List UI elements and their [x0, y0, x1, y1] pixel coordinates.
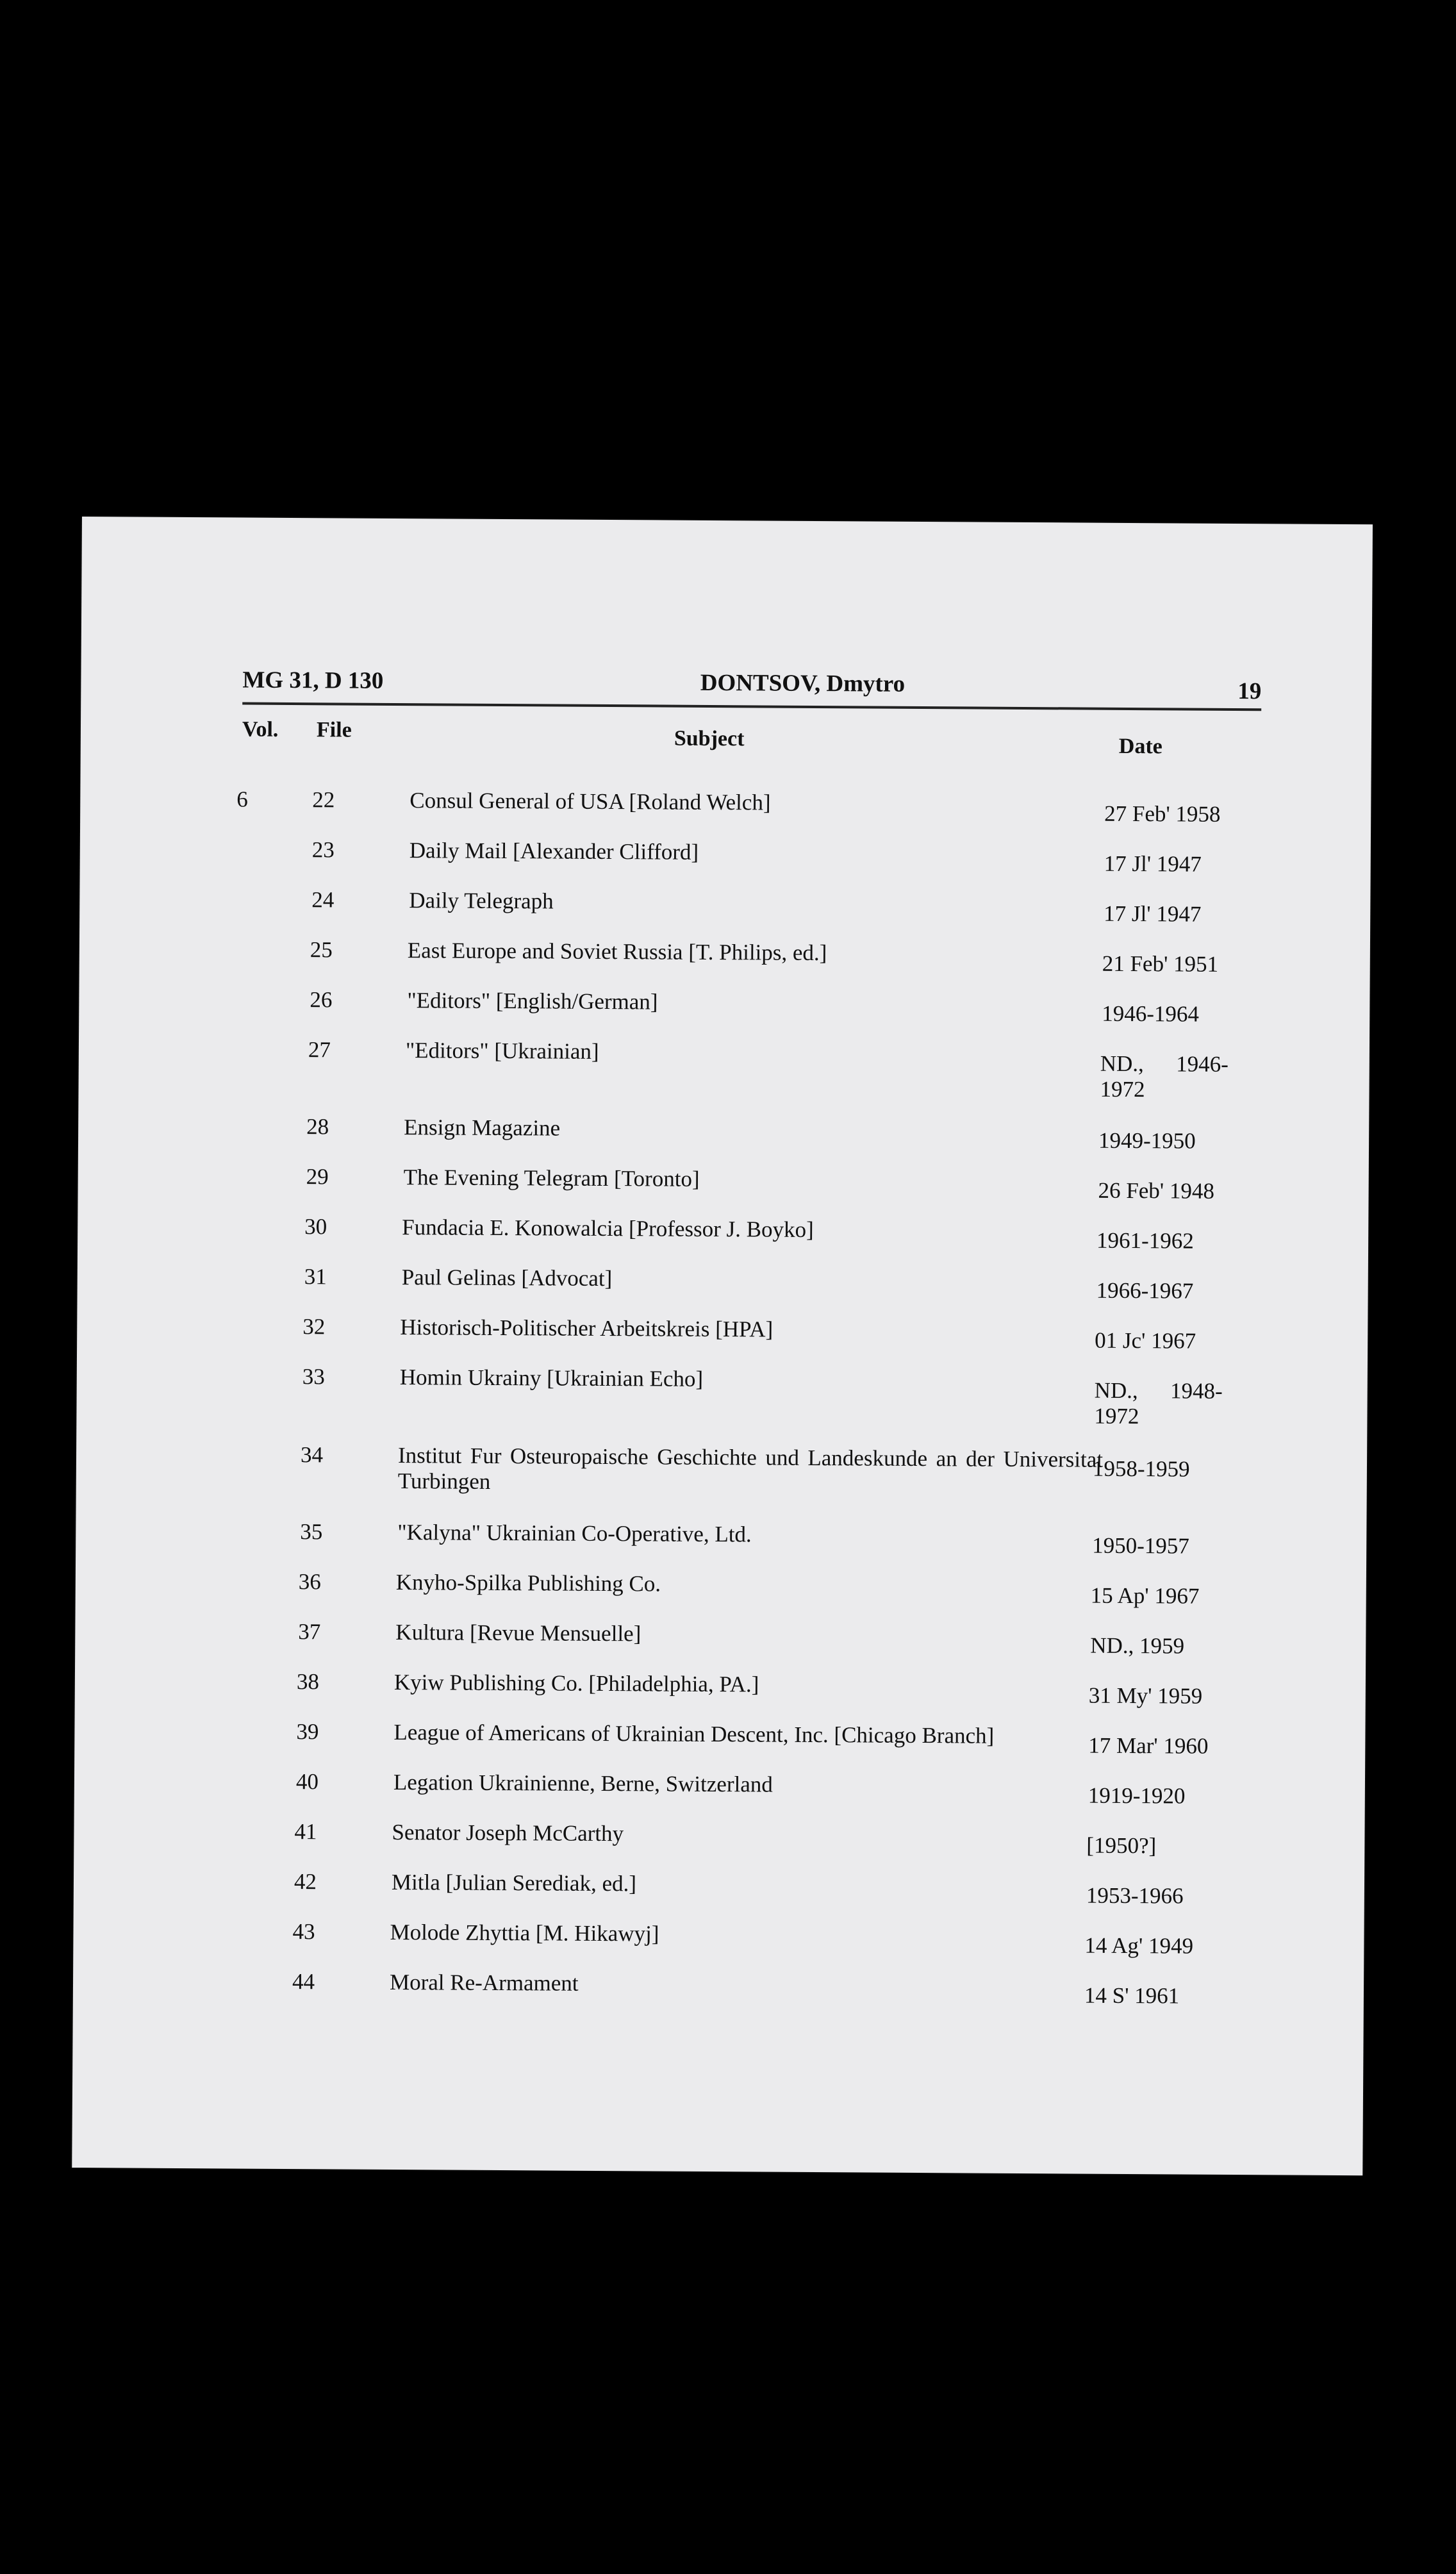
subject-cell: Paul Gelinas [Advocat] — [401, 1265, 613, 1291]
subject-cell: Knyho-Spilka Publishing Co. — [395, 1570, 661, 1597]
table-row — [78, 986, 1369, 1027]
file-number-cell: 22 — [312, 787, 335, 813]
date-cell: 17 Jl' 1947 — [1104, 851, 1202, 877]
date-cell: 17 Mar' 1960 — [1088, 1732, 1209, 1759]
date-cell: 1966-1967 — [1096, 1277, 1194, 1304]
date-cell: 14 S' 1961 — [1084, 1982, 1180, 2009]
column-header-date: Date — [1118, 734, 1162, 759]
column-header-vol: Vol. — [242, 717, 279, 742]
table-row — [72, 1263, 1363, 1304]
table-row — [65, 1718, 1355, 1759]
date-cell: ND., 1946-1972 — [1100, 1050, 1228, 1102]
subject-cell: Mitla [Julian Serediak, ed.] — [391, 1869, 637, 1897]
fonds-title: DONTSOV, Dmytro — [700, 669, 906, 697]
table-row — [69, 1441, 1359, 1494]
volume-cell: 6 — [236, 786, 248, 812]
table-row — [65, 1668, 1355, 1709]
date-cell: 17 Jl' 1947 — [1104, 901, 1202, 927]
date-cell: ND., 1959 — [1090, 1632, 1185, 1659]
date-cell: 27 Feb' 1958 — [1104, 801, 1221, 827]
subject-cell: Fundacia E. Konowalcia [Professor J. Boyko] — [402, 1215, 814, 1242]
file-number-cell: 39 — [296, 1719, 319, 1745]
file-list — [72, 517, 1373, 2175]
date-cell: 1950-1957 — [1092, 1532, 1189, 1559]
subject-cell: Consul General of USA [Roland Welch] — [410, 788, 771, 815]
subject-cell: Moral Re-Armament — [389, 1969, 579, 1996]
date-cell: 1919-1920 — [1088, 1782, 1186, 1809]
file-number-cell: 30 — [304, 1214, 327, 1240]
file-number-cell: 37 — [298, 1619, 321, 1645]
table-row — [67, 1618, 1357, 1659]
subject-cell: The Evening Telegram [Toronto] — [403, 1165, 700, 1192]
date-cell: 1953-1966 — [1086, 1882, 1184, 1909]
subject-cell: Homin Ukrainy [Ukrainian Echo] — [399, 1365, 704, 1391]
file-number-cell: 41 — [294, 1819, 317, 1845]
date-cell: 31 My' 1959 — [1088, 1682, 1203, 1709]
subject-cell: "Editors" [English/German] — [407, 988, 658, 1015]
subject-cell: Molode Zhyttia [M. Hikawyj] — [390, 1919, 659, 1947]
table-row — [78, 936, 1369, 977]
file-number-cell: 35 — [300, 1519, 323, 1545]
file-number-cell: 25 — [310, 937, 333, 963]
table-row — [67, 1568, 1357, 1609]
table-row — [70, 1363, 1361, 1429]
date-cell: 1958-1959 — [1092, 1456, 1190, 1482]
table-row — [60, 1968, 1351, 2009]
date-cell: 1949-1950 — [1098, 1127, 1196, 1154]
file-number-cell: 27 — [308, 1037, 331, 1063]
document-page — [72, 517, 1373, 2175]
date-cell: ND., 1948-1972 — [1094, 1377, 1223, 1429]
file-number-cell: 28 — [306, 1114, 329, 1140]
table-row — [80, 836, 1371, 877]
file-number-cell: 34 — [300, 1442, 324, 1468]
table-row — [76, 1036, 1367, 1102]
subject-cell: League of Americans of Ukrainian Descent, Inc. [Chicago Branch] — [393, 1720, 995, 1748]
file-number-cell: 32 — [302, 1314, 326, 1340]
column-header-file: File — [316, 718, 352, 742]
file-number-cell: 44 — [292, 1969, 315, 1995]
date-cell: 26 Feb' 1948 — [1098, 1177, 1215, 1204]
subject-cell: East Europe and Soviet Russia [T. Philips, ed.] — [407, 938, 827, 966]
page-number: 19 — [1237, 678, 1262, 705]
date-cell: 1946-1964 — [1102, 1001, 1200, 1027]
subject-cell: Senator Joseph McCarthy — [392, 1819, 624, 1847]
collection-reference: MG 31, D 130 — [242, 667, 384, 694]
file-number-cell: 42 — [294, 1869, 317, 1895]
subject-cell: Kyiw Publishing Co. [Philadelphia, PA.] — [393, 1670, 759, 1697]
table-row — [64, 1768, 1355, 1809]
date-cell: 14 Ag' 1949 — [1084, 1932, 1194, 1959]
table-row — [80, 786, 1371, 827]
subject-cell: Institut Fur Osteuropaische Geschichte und Landeskunde an der Universitat Turbingen — [397, 1443, 1104, 1494]
file-number-cell: 31 — [304, 1264, 327, 1290]
date-cell: 01 Jc' 1967 — [1095, 1327, 1196, 1354]
date-cell: [1950?] — [1086, 1832, 1157, 1859]
subject-cell: Kultura [Revue Mensuelle] — [395, 1620, 641, 1647]
table-row — [74, 1163, 1365, 1204]
table-row — [61, 1918, 1352, 1959]
file-number-cell: 23 — [311, 837, 335, 863]
subject-cell: "Editors" [Ukrainian] — [405, 1038, 599, 1064]
date-cell: 15 Ap' 1967 — [1090, 1582, 1200, 1609]
file-number-cell: 26 — [310, 987, 333, 1013]
file-number-cell: 38 — [296, 1669, 320, 1695]
table-row — [79, 886, 1370, 927]
table-row — [70, 1313, 1361, 1354]
subject-cell: Historisch-Politischer Arbeitskreis [HPA] — [400, 1315, 774, 1342]
file-number-cell: 33 — [302, 1364, 325, 1390]
subject-cell: Daily Mail [Alexander Clifford] — [409, 838, 699, 865]
date-cell: 1961-1962 — [1096, 1227, 1194, 1254]
subject-cell: Legation Ukrainienne, Berne, Switzerland — [393, 1770, 773, 1797]
table-row — [63, 1818, 1353, 1859]
table-row — [74, 1113, 1365, 1154]
table-row — [62, 1868, 1353, 1909]
column-header-subject: Subject — [674, 726, 745, 751]
file-number-cell: 29 — [306, 1164, 329, 1190]
subject-cell: Daily Telegraph — [409, 888, 554, 914]
file-number-cell: 43 — [292, 1919, 315, 1945]
subject-cell: "Kalyna" Ukrainian Co-Operative, Ltd. — [397, 1520, 752, 1547]
table-row — [68, 1518, 1359, 1559]
file-number-cell: 36 — [298, 1569, 321, 1595]
table-row — [72, 1213, 1363, 1254]
date-cell: 21 Feb' 1951 — [1102, 951, 1219, 977]
file-number-cell: 40 — [295, 1769, 319, 1795]
file-number-cell: 24 — [311, 887, 335, 913]
subject-cell: Ensign Magazine — [404, 1115, 561, 1141]
